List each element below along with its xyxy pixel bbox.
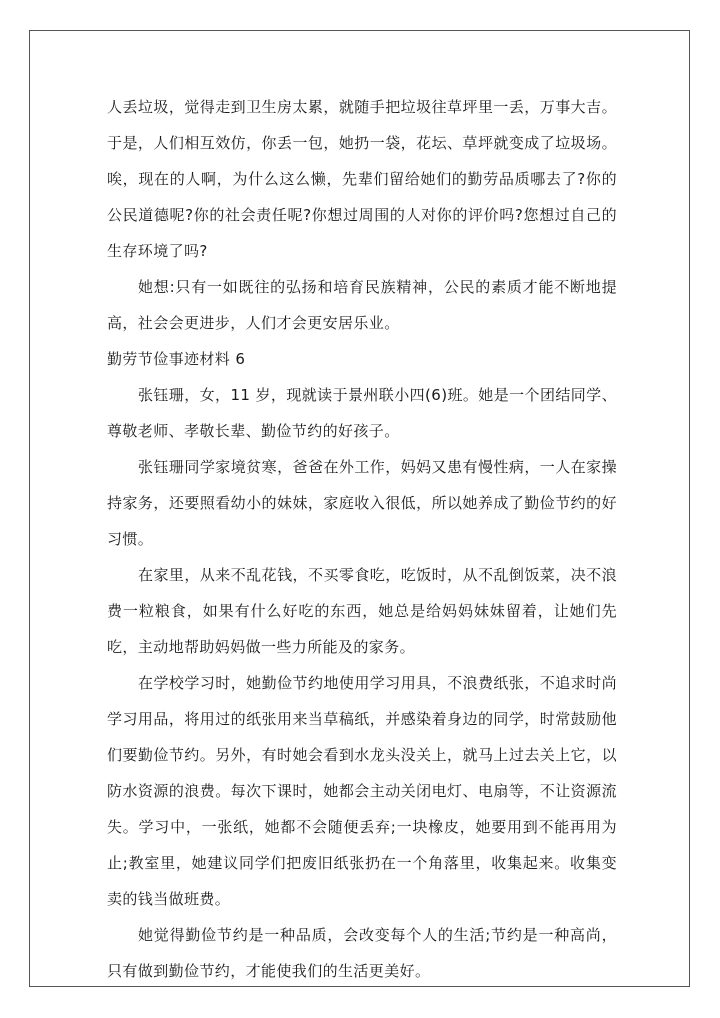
- paragraph-national-spirit: 她想:只有一如既往的弘扬和培育民族精神，公民的素质才能不断地提高，社会会更进步，人们才会更安居乐业。: [107, 278, 617, 332]
- paragraph-at-home: 在家里，从来不乱花钱，不买零食吃，吃饭时，从不乱倒饭菜，决不浪费一粒粮食，如果有什么好吃的东西，她总是给妈妈妹妹留着，让她们先吃，主动地帮助妈妈做一些力所能及的家务。: [107, 566, 617, 656]
- document-body: [107, 89, 617, 989]
- paragraph-conclusion: 她觉得勤俭节约是一种品质，会改变每个人的生活;节约是一种高尚，只有做到勤俭节约，才能使我们的生活更美好。: [107, 926, 617, 980]
- paragraph-introduction: 张钰珊，女，11 岁，现就读于景州联小四(6)班。她是一个团结同学、尊敬老师、孝敬长辈、勤俭节约的好孩子。: [107, 386, 617, 440]
- paragraph-litter-continuation: 人丢垃圾，觉得走到卫生房太累，就随手把垃圾往草坪里一丢，万事大吉。于是，人们相互效仿，你丢一包，她扔一袋，花坛、草坪就变成了垃圾场。唉，现在的人啊，为什么这么懒，先辈们留给她们的勤劳品质哪去了?你的公民道德呢?你的社会责任呢?你想过周围的人对你的评价吗?您想过自己的生存环境了吗?: [107, 98, 617, 260]
- section-title: 勤劳节俭事迹材料 6: [107, 350, 246, 368]
- paragraph-family-background: 张钰珊同学家境贫寒，爸爸在外工作，妈妈又患有慢性病，一人在家操持家务，还要照看幼小的妹妹，家庭收入很低，所以她养成了勤俭节约的好习惯。: [107, 458, 617, 548]
- paragraph-at-school: 在学校学习时，她勤俭节约地使用学习用具，不浪费纸张，不追求时尚学习用品，将用过的纸张用来当草稿纸，并感染着身边的同学，时常鼓励他们要勤俭节约。另外，有时她会看到水龙头没关上，就马上过去关上它，以防水资源的浪费。每次下课时，她都会主动关闭电灯、电扇等，不让资源流失。学习中，一张纸，她都不会随便丢弃;一块橡皮，她要用到不能再用为止;教室里，她建议同学们把废旧纸张扔在一个角落里，收集起来。收集变卖的钱当做班费。: [107, 674, 617, 908]
